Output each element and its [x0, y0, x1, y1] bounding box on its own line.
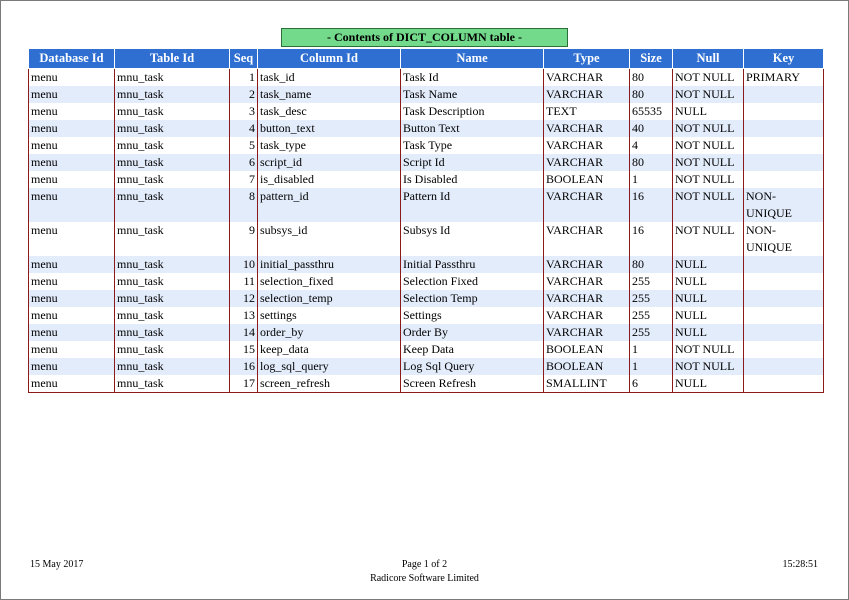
seq-cell: 6	[230, 154, 258, 171]
size-cell: 6	[630, 375, 673, 393]
null-cell: NOT NULL	[673, 120, 744, 137]
column-id-cell: task_type	[258, 137, 401, 154]
name-cell: Selection Temp	[401, 290, 544, 307]
database-id-cell: menu	[29, 273, 115, 290]
column-header-column-id[interactable]: Column Id	[258, 49, 401, 69]
key-cell	[744, 256, 824, 273]
database-id-cell: menu	[29, 137, 115, 154]
table-id-cell: mnu_task	[115, 307, 230, 324]
column-id-cell: log_sql_query	[258, 358, 401, 375]
null-cell: NULL	[673, 103, 744, 120]
table-row	[29, 290, 824, 307]
size-cell: 4	[630, 137, 673, 154]
null-cell: NULL	[673, 290, 744, 307]
key-cell	[744, 273, 824, 290]
name-cell: Task Type	[401, 137, 544, 154]
database-id-cell: menu	[29, 307, 115, 324]
seq-cell: 16	[230, 358, 258, 375]
seq-cell: 13	[230, 307, 258, 324]
seq-cell: 11	[230, 273, 258, 290]
size-cell: 255	[630, 290, 673, 307]
database-id-cell: menu	[29, 341, 115, 358]
table-id-cell: mnu_task	[115, 120, 230, 137]
column-header-database-id[interactable]: Database Id	[29, 49, 115, 69]
null-cell: NULL	[673, 256, 744, 273]
table-row	[29, 86, 824, 103]
name-cell: Task Id	[401, 69, 544, 87]
table-row	[29, 375, 824, 393]
type-cell: BOOLEAN	[544, 171, 630, 188]
key-cell	[744, 358, 824, 375]
column-header-null[interactable]: Null	[673, 49, 744, 69]
seq-cell: 17	[230, 375, 258, 393]
table-id-cell: mnu_task	[115, 256, 230, 273]
table-row	[29, 358, 824, 375]
name-cell: Screen Refresh	[401, 375, 544, 393]
size-cell: 255	[630, 273, 673, 290]
column-id-cell: task_id	[258, 69, 401, 87]
null-cell: NULL	[673, 307, 744, 324]
column-id-cell: task_desc	[258, 103, 401, 120]
table-id-cell: mnu_task	[115, 341, 230, 358]
null-cell: NULL	[673, 375, 744, 393]
table-id-cell: mnu_task	[115, 137, 230, 154]
column-id-cell: selection_temp	[258, 290, 401, 307]
null-cell: NOT NULL	[673, 222, 744, 256]
name-cell: Keep Data	[401, 341, 544, 358]
dict-column-table	[28, 48, 824, 393]
null-cell: NOT NULL	[673, 188, 744, 222]
column-id-cell: button_text	[258, 120, 401, 137]
seq-cell: 8	[230, 188, 258, 222]
seq-cell: 5	[230, 137, 258, 154]
table-row	[29, 171, 824, 188]
database-id-cell: menu	[29, 222, 115, 256]
name-cell: Is Disabled	[401, 171, 544, 188]
table-id-cell: mnu_task	[115, 154, 230, 171]
database-id-cell: menu	[29, 256, 115, 273]
size-cell: 80	[630, 154, 673, 171]
size-cell: 16	[630, 222, 673, 256]
null-cell: NOT NULL	[673, 86, 744, 103]
key-cell	[744, 120, 824, 137]
seq-cell: 15	[230, 341, 258, 358]
seq-cell: 7	[230, 171, 258, 188]
database-id-cell: menu	[29, 358, 115, 375]
type-cell: VARCHAR	[544, 120, 630, 137]
type-cell: VARCHAR	[544, 188, 630, 222]
name-cell: Log Sql Query	[401, 358, 544, 375]
table-id-cell: mnu_task	[115, 375, 230, 393]
database-id-cell: menu	[29, 375, 115, 393]
table-id-cell: mnu_task	[115, 103, 230, 120]
name-cell: Initial Passthru	[401, 256, 544, 273]
key-cell	[744, 154, 824, 171]
table-id-cell: mnu_task	[115, 171, 230, 188]
table-id-cell: mnu_task	[115, 188, 230, 222]
type-cell: SMALLINT	[544, 375, 630, 393]
null-cell: NOT NULL	[673, 358, 744, 375]
seq-cell: 4	[230, 120, 258, 137]
seq-cell: 1	[230, 69, 258, 87]
column-id-cell: initial_passthru	[258, 256, 401, 273]
table-row	[29, 273, 824, 290]
table-row	[29, 256, 824, 273]
table-row	[29, 307, 824, 324]
key-cell: PRIMARY	[744, 69, 824, 87]
table-row	[29, 103, 824, 120]
name-cell: Pattern Id	[401, 188, 544, 222]
key-cell	[744, 324, 824, 341]
column-id-cell: script_id	[258, 154, 401, 171]
type-cell: VARCHAR	[544, 154, 630, 171]
key-cell	[744, 86, 824, 103]
name-cell: Script Id	[401, 154, 544, 171]
type-cell: VARCHAR	[544, 307, 630, 324]
seq-cell: 9	[230, 222, 258, 256]
type-cell: VARCHAR	[544, 69, 630, 87]
table-id-cell: mnu_task	[115, 324, 230, 341]
table-row	[29, 137, 824, 154]
footer-page-number: Page 1 of 2	[401, 559, 448, 570]
table-row	[29, 154, 824, 171]
null-cell: NOT NULL	[673, 137, 744, 154]
column-header-key[interactable]: Key	[744, 49, 824, 69]
type-cell: VARCHAR	[544, 256, 630, 273]
key-cell	[744, 103, 824, 120]
size-cell: 1	[630, 171, 673, 188]
database-id-cell: menu	[29, 69, 115, 87]
type-cell: VARCHAR	[544, 290, 630, 307]
size-cell: 65535	[630, 103, 673, 120]
null-cell: NOT NULL	[673, 69, 744, 87]
column-id-cell: screen_refresh	[258, 375, 401, 393]
database-id-cell: menu	[29, 171, 115, 188]
seq-cell: 14	[230, 324, 258, 341]
column-id-cell: subsys_id	[258, 222, 401, 256]
name-cell: Task Name	[401, 86, 544, 103]
column-header-table-id[interactable]: Table Id	[115, 49, 230, 69]
type-cell: TEXT	[544, 103, 630, 120]
footer-time: 15:28:51	[782, 559, 818, 570]
name-cell: Settings	[401, 307, 544, 324]
size-cell: 40	[630, 120, 673, 137]
key-cell: NON-UNIQUE	[744, 188, 824, 222]
column-id-cell: keep_data	[258, 341, 401, 358]
table-row	[29, 324, 824, 341]
column-header-name[interactable]: Name	[401, 49, 544, 69]
key-cell	[744, 290, 824, 307]
key-cell: NON-UNIQUE	[744, 222, 824, 256]
key-cell	[744, 171, 824, 188]
seq-cell: 2	[230, 86, 258, 103]
name-cell: Button Text	[401, 120, 544, 137]
table-row	[29, 120, 824, 137]
table-id-cell: mnu_task	[115, 273, 230, 290]
size-cell: 16	[630, 188, 673, 222]
key-cell	[744, 375, 824, 393]
seq-cell: 12	[230, 290, 258, 307]
footer-company: Radicore Software Limited	[370, 573, 479, 584]
type-cell: VARCHAR	[544, 273, 630, 290]
size-cell: 255	[630, 307, 673, 324]
database-id-cell: menu	[29, 86, 115, 103]
size-cell: 80	[630, 256, 673, 273]
table-row	[29, 188, 824, 222]
table-id-cell: mnu_task	[115, 69, 230, 87]
name-cell: Subsys Id	[401, 222, 544, 256]
type-cell: BOOLEAN	[544, 341, 630, 358]
column-header-type[interactable]: Type	[544, 49, 630, 69]
type-cell: VARCHAR	[544, 324, 630, 341]
null-cell: NOT NULL	[673, 341, 744, 358]
database-id-cell: menu	[29, 154, 115, 171]
column-id-cell: settings	[258, 307, 401, 324]
null-cell: NULL	[673, 273, 744, 290]
null-cell: NULL	[673, 324, 744, 341]
table-id-cell: mnu_task	[115, 222, 230, 256]
table-id-cell: mnu_task	[115, 86, 230, 103]
report-title: - Contents of DICT_COLUMN table -	[281, 28, 568, 47]
footer-date: 15 May 2017	[30, 559, 84, 570]
key-cell	[744, 341, 824, 358]
table-header-row	[29, 49, 824, 69]
database-id-cell: menu	[29, 188, 115, 222]
column-id-cell: selection_fixed	[258, 273, 401, 290]
type-cell: VARCHAR	[544, 222, 630, 256]
table-row	[29, 222, 824, 256]
key-cell	[744, 307, 824, 324]
type-cell: VARCHAR	[544, 86, 630, 103]
table-id-cell: mnu_task	[115, 290, 230, 307]
name-cell: Order By	[401, 324, 544, 341]
table-row	[29, 341, 824, 358]
null-cell: NOT NULL	[673, 154, 744, 171]
name-cell: Task Description	[401, 103, 544, 120]
size-cell: 1	[630, 341, 673, 358]
column-header-seq[interactable]: Seq	[230, 49, 258, 69]
column-id-cell: pattern_id	[258, 188, 401, 222]
type-cell: VARCHAR	[544, 137, 630, 154]
size-cell: 80	[630, 86, 673, 103]
database-id-cell: menu	[29, 290, 115, 307]
size-cell: 80	[630, 69, 673, 87]
table-id-cell: mnu_task	[115, 358, 230, 375]
column-header-size[interactable]: Size	[630, 49, 673, 69]
column-id-cell: order_by	[258, 324, 401, 341]
size-cell: 1	[630, 358, 673, 375]
table-body	[29, 69, 824, 393]
table-row	[29, 69, 824, 87]
column-id-cell: is_disabled	[258, 171, 401, 188]
name-cell: Selection Fixed	[401, 273, 544, 290]
key-cell	[744, 137, 824, 154]
size-cell: 255	[630, 324, 673, 341]
database-id-cell: menu	[29, 120, 115, 137]
type-cell: BOOLEAN	[544, 358, 630, 375]
seq-cell: 10	[230, 256, 258, 273]
database-id-cell: menu	[29, 103, 115, 120]
database-id-cell: menu	[29, 324, 115, 341]
null-cell: NOT NULL	[673, 171, 744, 188]
seq-cell: 3	[230, 103, 258, 120]
column-id-cell: task_name	[258, 86, 401, 103]
